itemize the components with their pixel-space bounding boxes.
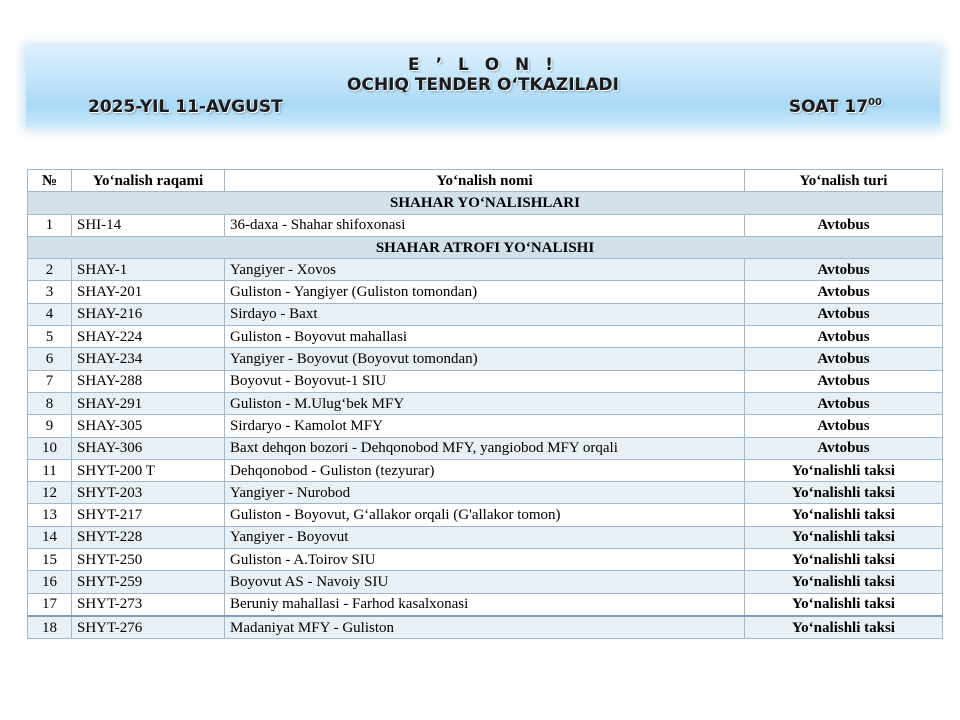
row-number: 1 [28,214,72,236]
routes-table [27,169,943,639]
row-number: 7 [28,370,72,392]
section-title: SHAHAR ATROFI YO‘NALISHI [28,236,943,258]
table-row [28,482,943,504]
route-name: Beruniy mahallasi - Farhod kasalxonasi [225,593,745,616]
route-code: SHYT-228 [72,526,225,548]
route-type: Avtobus [745,259,943,281]
row-number: 17 [28,593,72,616]
banner-date: 2025-YIL 11-AVGUST [88,97,283,117]
table-row [28,259,943,281]
header-route-type: Yo‘nalish turi [745,170,943,192]
route-code: SHYT-276 [72,616,225,639]
row-number: 13 [28,504,72,526]
header-number: № [28,170,72,192]
route-type: Avtobus [745,437,943,459]
route-type: Avtobus [745,326,943,348]
table-row [28,616,943,639]
route-name: Dehqonobod - Guliston (tezyurar) [225,459,745,481]
table-row [28,459,943,481]
route-code: SHYT-203 [72,482,225,504]
route-name: Guliston - Boyovut, G‘allakor orqali (G'allakor tomon) [225,504,745,526]
route-name: Boyovut AS - Navoiy SIU [225,571,745,593]
banner-title: E ’ L O N ! [408,55,558,75]
table-row [28,571,943,593]
table-row [28,392,943,414]
table-row [28,549,943,571]
route-name: Yangiyer - Xovos [225,259,745,281]
route-type: Yo‘nalishli taksi [745,549,943,571]
row-number: 16 [28,571,72,593]
routes-body [28,192,943,639]
table-row [28,326,943,348]
route-type: Avtobus [745,370,943,392]
route-name: 36-daxa - Shahar shifoxonasi [225,214,745,236]
route-name: Sirdayo - Baxt [225,303,745,325]
route-type: Yo‘nalishli taksi [745,616,943,639]
table-row [28,415,943,437]
route-code: SHYT-217 [72,504,225,526]
route-code: SHYT-250 [72,549,225,571]
route-name: Guliston - A.Toirov SIU [225,549,745,571]
row-number: 3 [28,281,72,303]
section-title: SHAHAR YO‘NALISHLARI [28,192,943,214]
table-header-row [28,170,943,192]
row-number: 14 [28,526,72,548]
table-row [28,303,943,325]
route-code: SHAY-306 [72,437,225,459]
row-number: 15 [28,549,72,571]
route-type: Yo‘nalishli taksi [745,459,943,481]
route-code: SHAY-201 [72,281,225,303]
banner-time-label: SOAT 17 [788,97,869,117]
row-number: 18 [28,616,72,639]
route-type: Yo‘nalishli taksi [745,571,943,593]
route-type: Avtobus [745,415,943,437]
route-name: Guliston - Boyovut mahallasi [225,326,745,348]
header-route-code: Yo‘nalish raqami [72,170,225,192]
route-name: Guliston - M.Ulug‘bek MFY [225,392,745,414]
banner-time-superscript: 00 [868,97,882,108]
row-number: 5 [28,326,72,348]
route-type: Yo‘nalishli taksi [745,526,943,548]
row-number: 4 [28,303,72,325]
route-name: Guliston - Yangiyer (Guliston tomondan) [225,281,745,303]
route-code: SHYT-259 [72,571,225,593]
route-code: SHAY-1 [72,259,225,281]
row-number: 11 [28,459,72,481]
route-code: SHAY-234 [72,348,225,370]
table-row [28,526,943,548]
row-number: 12 [28,482,72,504]
route-code: SHAY-224 [72,326,225,348]
table-row [28,370,943,392]
table-row [28,281,943,303]
row-number: 8 [28,392,72,414]
header-route-name: Yo‘nalish nomi [225,170,745,192]
route-type: Avtobus [745,303,943,325]
route-name: Yangiyer - Nurobod [225,482,745,504]
table-row [28,348,943,370]
route-type: Yo‘nalishli taksi [745,482,943,504]
banner-subtitle: OCHIQ TENDER O‘TKAZILADI [347,75,619,95]
table-row [28,214,943,236]
route-name: Yangiyer - Boyovut (Boyovut tomondan) [225,348,745,370]
route-code: SHAY-305 [72,415,225,437]
row-number: 2 [28,259,72,281]
announcement-banner [26,47,940,127]
route-code: SHAY-216 [72,303,225,325]
route-type: Avtobus [745,392,943,414]
route-type: Avtobus [745,214,943,236]
route-name: Baxt dehqon bozori - Dehqonobod MFY, yangiobod MFY orqali [225,437,745,459]
route-type: Avtobus [745,281,943,303]
route-name: Madaniyat MFY - Guliston [225,616,745,639]
table-row [28,593,943,616]
route-name: Boyovut - Boyovut-1 SIU [225,370,745,392]
route-name: Sirdaryo - Kamolot MFY [225,415,745,437]
row-number: 6 [28,348,72,370]
section-row [28,236,943,258]
route-code: SHI-14 [72,214,225,236]
route-name: Yangiyer - Boyovut [225,526,745,548]
row-number: 10 [28,437,72,459]
banner-time [789,97,882,117]
section-row [28,192,943,214]
route-code: SHAY-291 [72,392,225,414]
route-type: Avtobus [745,348,943,370]
table-row [28,504,943,526]
route-type: Yo‘nalishli taksi [745,504,943,526]
route-code: SHYT-273 [72,593,225,616]
route-code: SHYT-200 T [72,459,225,481]
route-code: SHAY-288 [72,370,225,392]
row-number: 9 [28,415,72,437]
route-type: Yo‘nalishli taksi [745,593,943,616]
table-row [28,437,943,459]
